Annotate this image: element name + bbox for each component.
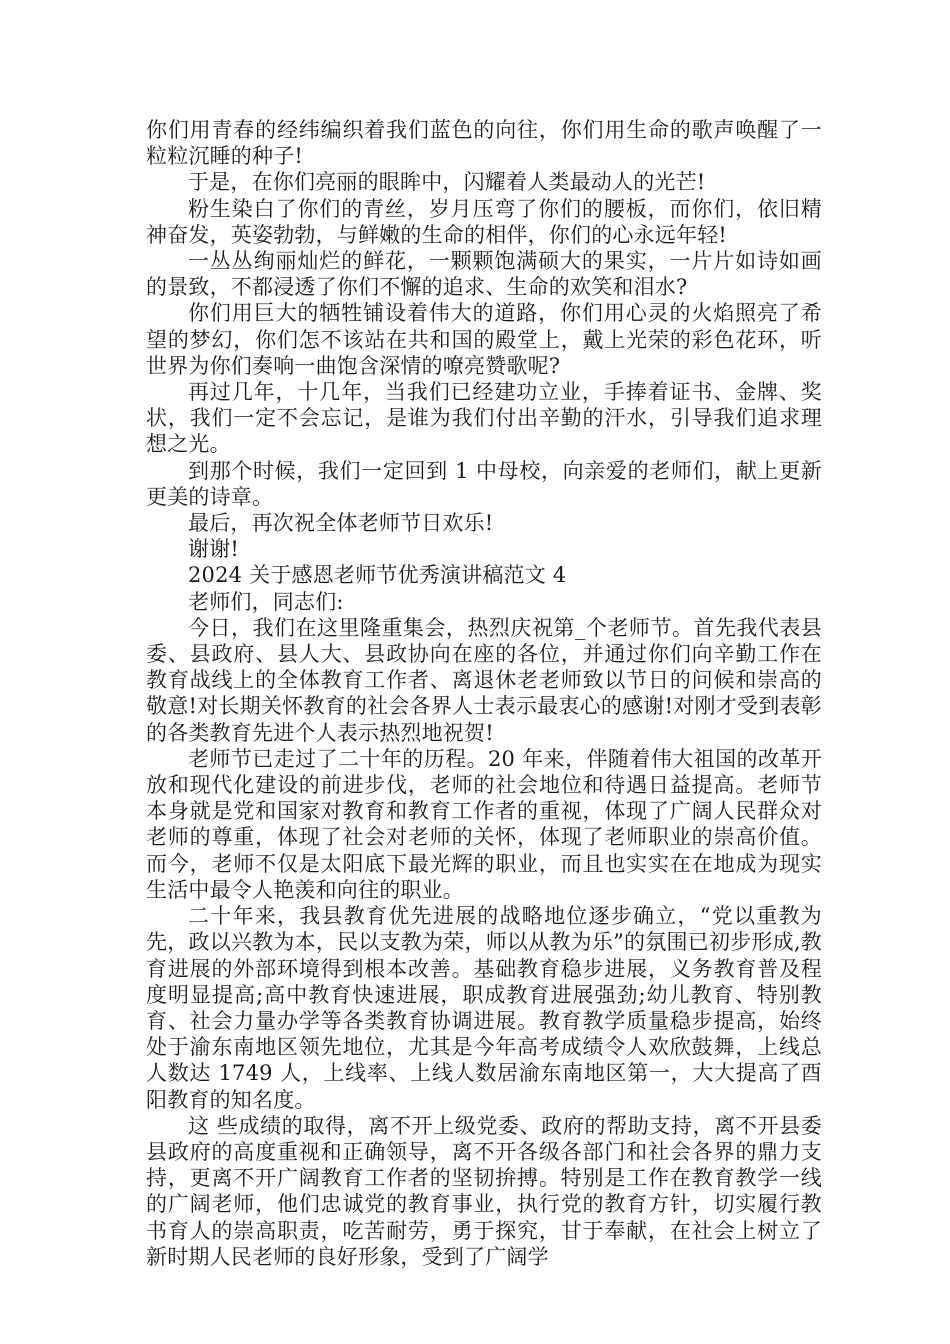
paragraph: 你们用巨大的牺牲铺设着伟大的道路，你们用心灵的火焰照亮了希望的梦幻，你们怎不该站在共和国的殿堂上，戴上光荣的彩色花环，听世界为你们奏响一曲饱含深情的嘹亮赞歌呢?: [146, 301, 822, 378]
paragraph: 这 些成绩的取得，离不开上级党委、政府的帮助支持，离不开县委县政府的高度重视和正确领导，离不开各级各部门和社会各界的鼎力支持，更离不开广阔教育工作者的坚韧拚搏。特别是工作在教育教学一线的广阔老师，他们忠诚党的教育事业，执行党的教育方针，切实履行教书育人的崇高职责，吃苦耐劳，勇于探究，甘于奉献，在社会上树立了新时期人民老师的良好形象，受到了广阔学: [146, 1113, 822, 1269]
paragraph: 二十年来，我县教育优先进展的战略地位逐步确立，“党以重教为先，政以兴教为本，民以支教为荣，师以从教为乐”的氛围已初步形成,教育进展的外部环境得到根本改善。基础教育稳步进展，义务教育普及程度明显提高;高中教育快速进展，职成教育进展强劲;幼儿教育、特别教育、社会力量办学等各类教育协调进展。教育教学质量稳步提高，始终处于渝东南地区领先地位，尤其是今年高考成绩令人欢欣鼓舞，上线总人数达 1749 人，上线率、上线人数居渝东南地区第一，大大提高了酉阳教育的知名度。: [146, 904, 822, 1112]
paragraph: 谢谢!: [188, 537, 240, 562]
document-body: [146, 117, 822, 1270]
paragraph: 老师节已走过了二十年的历程。20 年来，伴随着伟大祖国的改革开放和现代化建设的前进步伐，老师的社会地位和待遇日益提高。老师节本身就是党和国家对教育和教育工作者的重视，体现了广阔人民群众对老师的尊重，体现了社会对老师的关怀，体现了老师职业的崇高价值。而今，老师不仅是太阳底下最光辉的职业，而且也实实在在地成为现实生活中最令人艳羡和向往的职业。: [146, 746, 822, 902]
paragraph: 于是，在你们亮丽的眼眸中，闪耀着人类最动人的光芒!: [188, 170, 706, 195]
paragraph: 今日，我们在这里隆重集会，热烈庆祝第_个老师节。首先我代表县委、县政府、县人大、县政协向在座的各位，并通过你们向辛勤工作在教育战线上的全体教育工作者、离退休老老师致以节日的问候和崇高的敬意!对长期关怀教育的社会各界人士表示最衷心的感谢!对刚才受到表彰的各类教育先进个人表示热烈地祝贺!: [146, 615, 822, 745]
salutation: 老师们，同志们:: [188, 589, 344, 614]
paragraph: 粉生染白了你们的青丝，岁月压弯了你们的腰板，而你们，依旧精神奋发，英姿勃勃，与鲜嫩的生命的相伴，你们的心永远年轻!: [146, 196, 822, 247]
paragraph: 你们用青春的经纬编织着我们蓝色的向往，你们用生命的歌声唤醒了一粒粒沉睡的种子!: [146, 118, 822, 169]
paragraph: 到那个时候，我们一定回到 1 中母校，向亲爱的老师们，献上更新更美的诗章。: [146, 458, 822, 509]
paragraph: 再过几年，十几年，当我们已经建功立业，手捧着证书、金牌、奖状，我们一定不会忘记，是谁为我们付出辛勤的汗水，引导我们追求理想之光。: [146, 380, 822, 457]
paragraph: 一丛丛绚丽灿烂的鲜花，一颗颗饱满硕大的果实，一片片如诗如画的景致，不都浸透了你们不懈的追求、生命的欢笑和泪水?: [146, 249, 822, 300]
section-heading: 2024 关于感恩老师节优秀演讲稿范文 4: [188, 563, 567, 588]
paragraph: 最后，再次祝全体老师节日欢乐!: [188, 511, 494, 536]
